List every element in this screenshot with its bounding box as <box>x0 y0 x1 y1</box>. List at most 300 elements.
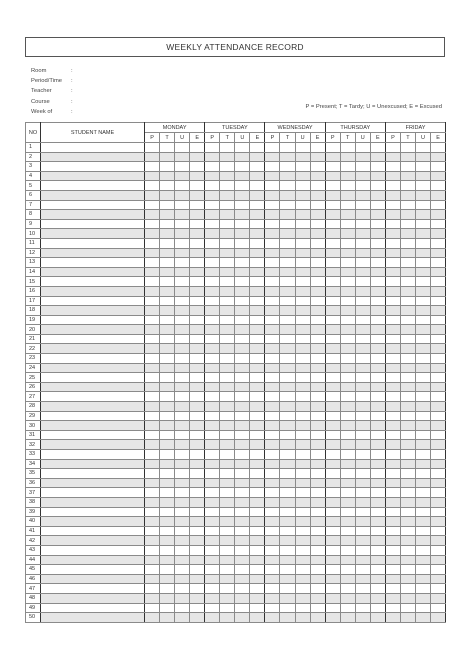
attendance-cell[interactable] <box>385 421 400 431</box>
attendance-cell[interactable] <box>220 392 235 402</box>
attendance-cell[interactable] <box>355 354 370 364</box>
attendance-cell[interactable] <box>145 325 160 335</box>
attendance-cell[interactable] <box>220 152 235 162</box>
attendance-cell[interactable] <box>265 354 280 364</box>
attendance-cell[interactable] <box>400 344 415 354</box>
attendance-cell[interactable] <box>175 363 190 373</box>
attendance-cell[interactable] <box>265 258 280 268</box>
attendance-cell[interactable] <box>280 210 295 220</box>
attendance-cell[interactable] <box>385 306 400 316</box>
attendance-cell[interactable] <box>370 267 385 277</box>
attendance-cell[interactable] <box>175 469 190 479</box>
attendance-cell[interactable] <box>340 258 355 268</box>
attendance-cell[interactable] <box>295 382 310 392</box>
attendance-cell[interactable] <box>340 593 355 603</box>
attendance-cell[interactable] <box>325 373 340 383</box>
attendance-cell[interactable] <box>190 200 205 210</box>
attendance-cell[interactable] <box>265 325 280 335</box>
attendance-cell[interactable] <box>235 430 250 440</box>
attendance-cell[interactable] <box>325 229 340 239</box>
attendance-cell[interactable] <box>175 545 190 555</box>
attendance-cell[interactable] <box>175 488 190 498</box>
attendance-cell[interactable] <box>220 334 235 344</box>
attendance-cell[interactable] <box>280 190 295 200</box>
attendance-cell[interactable] <box>295 430 310 440</box>
attendance-cell[interactable] <box>190 507 205 517</box>
attendance-cell[interactable] <box>325 603 340 613</box>
attendance-cell[interactable] <box>325 296 340 306</box>
attendance-cell[interactable] <box>355 143 370 153</box>
attendance-cell[interactable] <box>385 613 400 623</box>
attendance-cell[interactable] <box>160 229 175 239</box>
attendance-cell[interactable] <box>190 334 205 344</box>
attendance-cell[interactable] <box>385 488 400 498</box>
attendance-cell[interactable] <box>175 210 190 220</box>
attendance-cell[interactable] <box>416 603 431 613</box>
student-name-cell[interactable] <box>41 497 145 507</box>
attendance-cell[interactable] <box>160 258 175 268</box>
attendance-cell[interactable] <box>145 613 160 623</box>
attendance-cell[interactable] <box>190 344 205 354</box>
attendance-cell[interactable] <box>310 373 325 383</box>
attendance-cell[interactable] <box>205 392 220 402</box>
attendance-cell[interactable] <box>370 190 385 200</box>
attendance-cell[interactable] <box>265 162 280 172</box>
attendance-cell[interactable] <box>310 219 325 229</box>
attendance-cell[interactable] <box>340 363 355 373</box>
attendance-cell[interactable] <box>205 219 220 229</box>
attendance-cell[interactable] <box>416 315 431 325</box>
attendance-cell[interactable] <box>250 210 265 220</box>
attendance-cell[interactable] <box>205 162 220 172</box>
attendance-cell[interactable] <box>280 603 295 613</box>
attendance-cell[interactable] <box>265 171 280 181</box>
student-name-cell[interactable] <box>41 315 145 325</box>
attendance-cell[interactable] <box>250 450 265 460</box>
attendance-cell[interactable] <box>385 363 400 373</box>
attendance-cell[interactable] <box>295 286 310 296</box>
attendance-cell[interactable] <box>295 296 310 306</box>
attendance-cell[interactable] <box>416 545 431 555</box>
attendance-cell[interactable] <box>340 526 355 536</box>
attendance-cell[interactable] <box>220 382 235 392</box>
attendance-cell[interactable] <box>385 373 400 383</box>
attendance-cell[interactable] <box>220 488 235 498</box>
attendance-cell[interactable] <box>160 248 175 258</box>
attendance-cell[interactable] <box>280 354 295 364</box>
attendance-cell[interactable] <box>355 536 370 546</box>
attendance-cell[interactable] <box>400 296 415 306</box>
attendance-cell[interactable] <box>431 421 446 431</box>
attendance-cell[interactable] <box>235 478 250 488</box>
attendance-cell[interactable] <box>250 421 265 431</box>
attendance-cell[interactable] <box>295 190 310 200</box>
attendance-cell[interactable] <box>175 411 190 421</box>
attendance-cell[interactable] <box>175 603 190 613</box>
attendance-cell[interactable] <box>235 402 250 412</box>
attendance-cell[interactable] <box>160 613 175 623</box>
student-name-cell[interactable] <box>41 593 145 603</box>
attendance-cell[interactable] <box>340 421 355 431</box>
attendance-cell[interactable] <box>265 334 280 344</box>
attendance-cell[interactable] <box>190 363 205 373</box>
attendance-cell[interactable] <box>265 478 280 488</box>
attendance-cell[interactable] <box>190 565 205 575</box>
attendance-cell[interactable] <box>431 517 446 527</box>
attendance-cell[interactable] <box>400 363 415 373</box>
attendance-cell[interactable] <box>145 219 160 229</box>
attendance-cell[interactable] <box>431 210 446 220</box>
attendance-cell[interactable] <box>280 517 295 527</box>
attendance-cell[interactable] <box>385 459 400 469</box>
attendance-cell[interactable] <box>340 334 355 344</box>
attendance-cell[interactable] <box>340 603 355 613</box>
attendance-cell[interactable] <box>145 267 160 277</box>
attendance-cell[interactable] <box>145 603 160 613</box>
attendance-cell[interactable] <box>220 181 235 191</box>
attendance-cell[interactable] <box>205 181 220 191</box>
attendance-cell[interactable] <box>160 430 175 440</box>
attendance-cell[interactable] <box>265 469 280 479</box>
attendance-cell[interactable] <box>280 392 295 402</box>
attendance-cell[interactable] <box>280 306 295 316</box>
attendance-cell[interactable] <box>175 593 190 603</box>
attendance-cell[interactable] <box>370 344 385 354</box>
attendance-cell[interactable] <box>205 373 220 383</box>
attendance-cell[interactable] <box>265 430 280 440</box>
attendance-cell[interactable] <box>385 555 400 565</box>
attendance-cell[interactable] <box>355 229 370 239</box>
attendance-cell[interactable] <box>355 344 370 354</box>
attendance-cell[interactable] <box>145 162 160 172</box>
attendance-cell[interactable] <box>250 315 265 325</box>
attendance-cell[interactable] <box>355 325 370 335</box>
attendance-cell[interactable] <box>400 315 415 325</box>
attendance-cell[interactable] <box>160 593 175 603</box>
attendance-cell[interactable] <box>416 152 431 162</box>
attendance-cell[interactable] <box>205 430 220 440</box>
attendance-cell[interactable] <box>340 210 355 220</box>
attendance-cell[interactable] <box>340 536 355 546</box>
attendance-cell[interactable] <box>145 200 160 210</box>
attendance-cell[interactable] <box>295 181 310 191</box>
attendance-cell[interactable] <box>295 238 310 248</box>
attendance-cell[interactable] <box>310 258 325 268</box>
attendance-cell[interactable] <box>265 296 280 306</box>
attendance-cell[interactable] <box>205 411 220 421</box>
attendance-cell[interactable] <box>220 248 235 258</box>
attendance-cell[interactable] <box>205 190 220 200</box>
attendance-cell[interactable] <box>310 440 325 450</box>
attendance-cell[interactable] <box>160 402 175 412</box>
attendance-cell[interactable] <box>431 526 446 536</box>
attendance-cell[interactable] <box>431 286 446 296</box>
attendance-cell[interactable] <box>400 613 415 623</box>
attendance-cell[interactable] <box>310 286 325 296</box>
attendance-cell[interactable] <box>265 267 280 277</box>
attendance-cell[interactable] <box>205 143 220 153</box>
attendance-cell[interactable] <box>250 306 265 316</box>
attendance-cell[interactable] <box>280 363 295 373</box>
attendance-cell[interactable] <box>295 421 310 431</box>
attendance-cell[interactable] <box>310 229 325 239</box>
attendance-cell[interactable] <box>370 152 385 162</box>
attendance-cell[interactable] <box>265 497 280 507</box>
attendance-cell[interactable] <box>310 190 325 200</box>
attendance-cell[interactable] <box>145 478 160 488</box>
attendance-cell[interactable] <box>431 344 446 354</box>
attendance-cell[interactable] <box>325 219 340 229</box>
attendance-cell[interactable] <box>280 478 295 488</box>
attendance-cell[interactable] <box>235 497 250 507</box>
attendance-cell[interactable] <box>370 430 385 440</box>
student-name-cell[interactable] <box>41 334 145 344</box>
attendance-cell[interactable] <box>310 555 325 565</box>
attendance-cell[interactable] <box>175 440 190 450</box>
attendance-cell[interactable] <box>190 469 205 479</box>
attendance-cell[interactable] <box>205 382 220 392</box>
student-name-cell[interactable] <box>41 152 145 162</box>
attendance-cell[interactable] <box>325 392 340 402</box>
attendance-cell[interactable] <box>355 469 370 479</box>
attendance-cell[interactable] <box>235 354 250 364</box>
attendance-cell[interactable] <box>205 402 220 412</box>
attendance-cell[interactable] <box>310 200 325 210</box>
student-name-cell[interactable] <box>41 248 145 258</box>
attendance-cell[interactable] <box>325 450 340 460</box>
attendance-cell[interactable] <box>340 382 355 392</box>
attendance-cell[interactable] <box>416 526 431 536</box>
attendance-cell[interactable] <box>416 555 431 565</box>
attendance-cell[interactable] <box>295 584 310 594</box>
attendance-cell[interactable] <box>400 181 415 191</box>
attendance-cell[interactable] <box>220 555 235 565</box>
attendance-cell[interactable] <box>235 277 250 287</box>
attendance-cell[interactable] <box>416 382 431 392</box>
attendance-cell[interactable] <box>416 248 431 258</box>
attendance-cell[interactable] <box>220 200 235 210</box>
attendance-cell[interactable] <box>205 296 220 306</box>
attendance-cell[interactable] <box>400 536 415 546</box>
attendance-cell[interactable] <box>145 210 160 220</box>
attendance-cell[interactable] <box>431 238 446 248</box>
attendance-cell[interactable] <box>175 392 190 402</box>
attendance-cell[interactable] <box>310 354 325 364</box>
attendance-cell[interactable] <box>145 459 160 469</box>
attendance-cell[interactable] <box>205 488 220 498</box>
attendance-cell[interactable] <box>416 363 431 373</box>
attendance-cell[interactable] <box>145 545 160 555</box>
attendance-cell[interactable] <box>205 306 220 316</box>
attendance-cell[interactable] <box>325 248 340 258</box>
attendance-cell[interactable] <box>190 296 205 306</box>
attendance-cell[interactable] <box>205 421 220 431</box>
attendance-cell[interactable] <box>295 277 310 287</box>
student-name-cell[interactable] <box>41 411 145 421</box>
attendance-cell[interactable] <box>145 258 160 268</box>
student-name-cell[interactable] <box>41 171 145 181</box>
attendance-cell[interactable] <box>310 334 325 344</box>
attendance-cell[interactable] <box>385 238 400 248</box>
attendance-cell[interactable] <box>145 373 160 383</box>
attendance-cell[interactable] <box>340 238 355 248</box>
attendance-cell[interactable] <box>280 574 295 584</box>
attendance-cell[interactable] <box>385 565 400 575</box>
attendance-cell[interactable] <box>250 565 265 575</box>
student-name-cell[interactable] <box>41 526 145 536</box>
attendance-cell[interactable] <box>310 411 325 421</box>
attendance-cell[interactable] <box>205 210 220 220</box>
attendance-cell[interactable] <box>385 382 400 392</box>
attendance-cell[interactable] <box>265 555 280 565</box>
attendance-cell[interactable] <box>265 565 280 575</box>
attendance-cell[interactable] <box>250 171 265 181</box>
attendance-cell[interactable] <box>355 267 370 277</box>
attendance-cell[interactable] <box>370 440 385 450</box>
attendance-cell[interactable] <box>416 421 431 431</box>
attendance-cell[interactable] <box>160 200 175 210</box>
attendance-cell[interactable] <box>355 200 370 210</box>
attendance-cell[interactable] <box>235 411 250 421</box>
attendance-cell[interactable] <box>145 152 160 162</box>
attendance-cell[interactable] <box>190 603 205 613</box>
attendance-cell[interactable] <box>340 469 355 479</box>
attendance-cell[interactable] <box>145 411 160 421</box>
attendance-cell[interactable] <box>295 507 310 517</box>
attendance-cell[interactable] <box>340 229 355 239</box>
attendance-cell[interactable] <box>310 306 325 316</box>
attendance-cell[interactable] <box>355 152 370 162</box>
attendance-cell[interactable] <box>235 162 250 172</box>
attendance-cell[interactable] <box>355 488 370 498</box>
attendance-cell[interactable] <box>431 430 446 440</box>
attendance-cell[interactable] <box>416 584 431 594</box>
attendance-cell[interactable] <box>145 334 160 344</box>
attendance-cell[interactable] <box>190 488 205 498</box>
attendance-cell[interactable] <box>325 277 340 287</box>
attendance-cell[interactable] <box>220 306 235 316</box>
attendance-cell[interactable] <box>295 450 310 460</box>
attendance-cell[interactable] <box>280 277 295 287</box>
attendance-cell[interactable] <box>265 584 280 594</box>
attendance-cell[interactable] <box>385 162 400 172</box>
attendance-cell[interactable] <box>295 143 310 153</box>
student-name-cell[interactable] <box>41 219 145 229</box>
attendance-cell[interactable] <box>175 171 190 181</box>
attendance-cell[interactable] <box>205 593 220 603</box>
attendance-cell[interactable] <box>325 152 340 162</box>
attendance-cell[interactable] <box>190 497 205 507</box>
attendance-cell[interactable] <box>250 402 265 412</box>
attendance-cell[interactable] <box>160 450 175 460</box>
attendance-cell[interactable] <box>175 478 190 488</box>
attendance-cell[interactable] <box>310 248 325 258</box>
attendance-cell[interactable] <box>325 402 340 412</box>
attendance-cell[interactable] <box>265 248 280 258</box>
attendance-cell[interactable] <box>340 411 355 421</box>
attendance-cell[interactable] <box>295 373 310 383</box>
attendance-cell[interactable] <box>325 171 340 181</box>
attendance-cell[interactable] <box>325 497 340 507</box>
attendance-cell[interactable] <box>431 450 446 460</box>
attendance-cell[interactable] <box>370 392 385 402</box>
attendance-cell[interactable] <box>250 229 265 239</box>
attendance-cell[interactable] <box>220 238 235 248</box>
attendance-cell[interactable] <box>431 306 446 316</box>
attendance-cell[interactable] <box>190 162 205 172</box>
attendance-cell[interactable] <box>280 334 295 344</box>
attendance-cell[interactable] <box>340 507 355 517</box>
attendance-cell[interactable] <box>160 574 175 584</box>
student-name-cell[interactable] <box>41 450 145 460</box>
attendance-cell[interactable] <box>175 459 190 469</box>
attendance-cell[interactable] <box>220 565 235 575</box>
attendance-cell[interactable] <box>250 143 265 153</box>
attendance-cell[interactable] <box>431 613 446 623</box>
attendance-cell[interactable] <box>400 152 415 162</box>
attendance-cell[interactable] <box>205 171 220 181</box>
attendance-cell[interactable] <box>160 565 175 575</box>
attendance-cell[interactable] <box>416 190 431 200</box>
attendance-cell[interactable] <box>385 267 400 277</box>
attendance-cell[interactable] <box>295 545 310 555</box>
attendance-cell[interactable] <box>175 181 190 191</box>
attendance-cell[interactable] <box>235 171 250 181</box>
attendance-cell[interactable] <box>250 536 265 546</box>
attendance-cell[interactable] <box>160 190 175 200</box>
attendance-cell[interactable] <box>416 229 431 239</box>
attendance-cell[interactable] <box>400 450 415 460</box>
attendance-cell[interactable] <box>431 200 446 210</box>
attendance-cell[interactable] <box>145 296 160 306</box>
attendance-cell[interactable] <box>235 440 250 450</box>
attendance-cell[interactable] <box>416 440 431 450</box>
attendance-cell[interactable] <box>400 574 415 584</box>
attendance-cell[interactable] <box>325 334 340 344</box>
attendance-cell[interactable] <box>295 344 310 354</box>
attendance-cell[interactable] <box>385 430 400 440</box>
attendance-cell[interactable] <box>355 402 370 412</box>
attendance-cell[interactable] <box>235 459 250 469</box>
attendance-cell[interactable] <box>220 402 235 412</box>
attendance-cell[interactable] <box>400 603 415 613</box>
attendance-cell[interactable] <box>145 248 160 258</box>
student-name-cell[interactable] <box>41 258 145 268</box>
attendance-cell[interactable] <box>340 325 355 335</box>
attendance-cell[interactable] <box>385 334 400 344</box>
attendance-cell[interactable] <box>340 354 355 364</box>
attendance-cell[interactable] <box>325 507 340 517</box>
attendance-cell[interactable] <box>280 402 295 412</box>
attendance-cell[interactable] <box>431 267 446 277</box>
attendance-cell[interactable] <box>385 440 400 450</box>
attendance-cell[interactable] <box>265 373 280 383</box>
attendance-cell[interactable] <box>370 229 385 239</box>
attendance-cell[interactable] <box>370 526 385 536</box>
attendance-cell[interactable] <box>235 306 250 316</box>
attendance-cell[interactable] <box>431 565 446 575</box>
attendance-cell[interactable] <box>265 421 280 431</box>
attendance-cell[interactable] <box>175 536 190 546</box>
attendance-cell[interactable] <box>355 162 370 172</box>
attendance-cell[interactable] <box>280 450 295 460</box>
attendance-cell[interactable] <box>355 392 370 402</box>
attendance-cell[interactable] <box>145 421 160 431</box>
attendance-cell[interactable] <box>416 411 431 421</box>
attendance-cell[interactable] <box>340 459 355 469</box>
attendance-cell[interactable] <box>250 219 265 229</box>
attendance-cell[interactable] <box>325 421 340 431</box>
